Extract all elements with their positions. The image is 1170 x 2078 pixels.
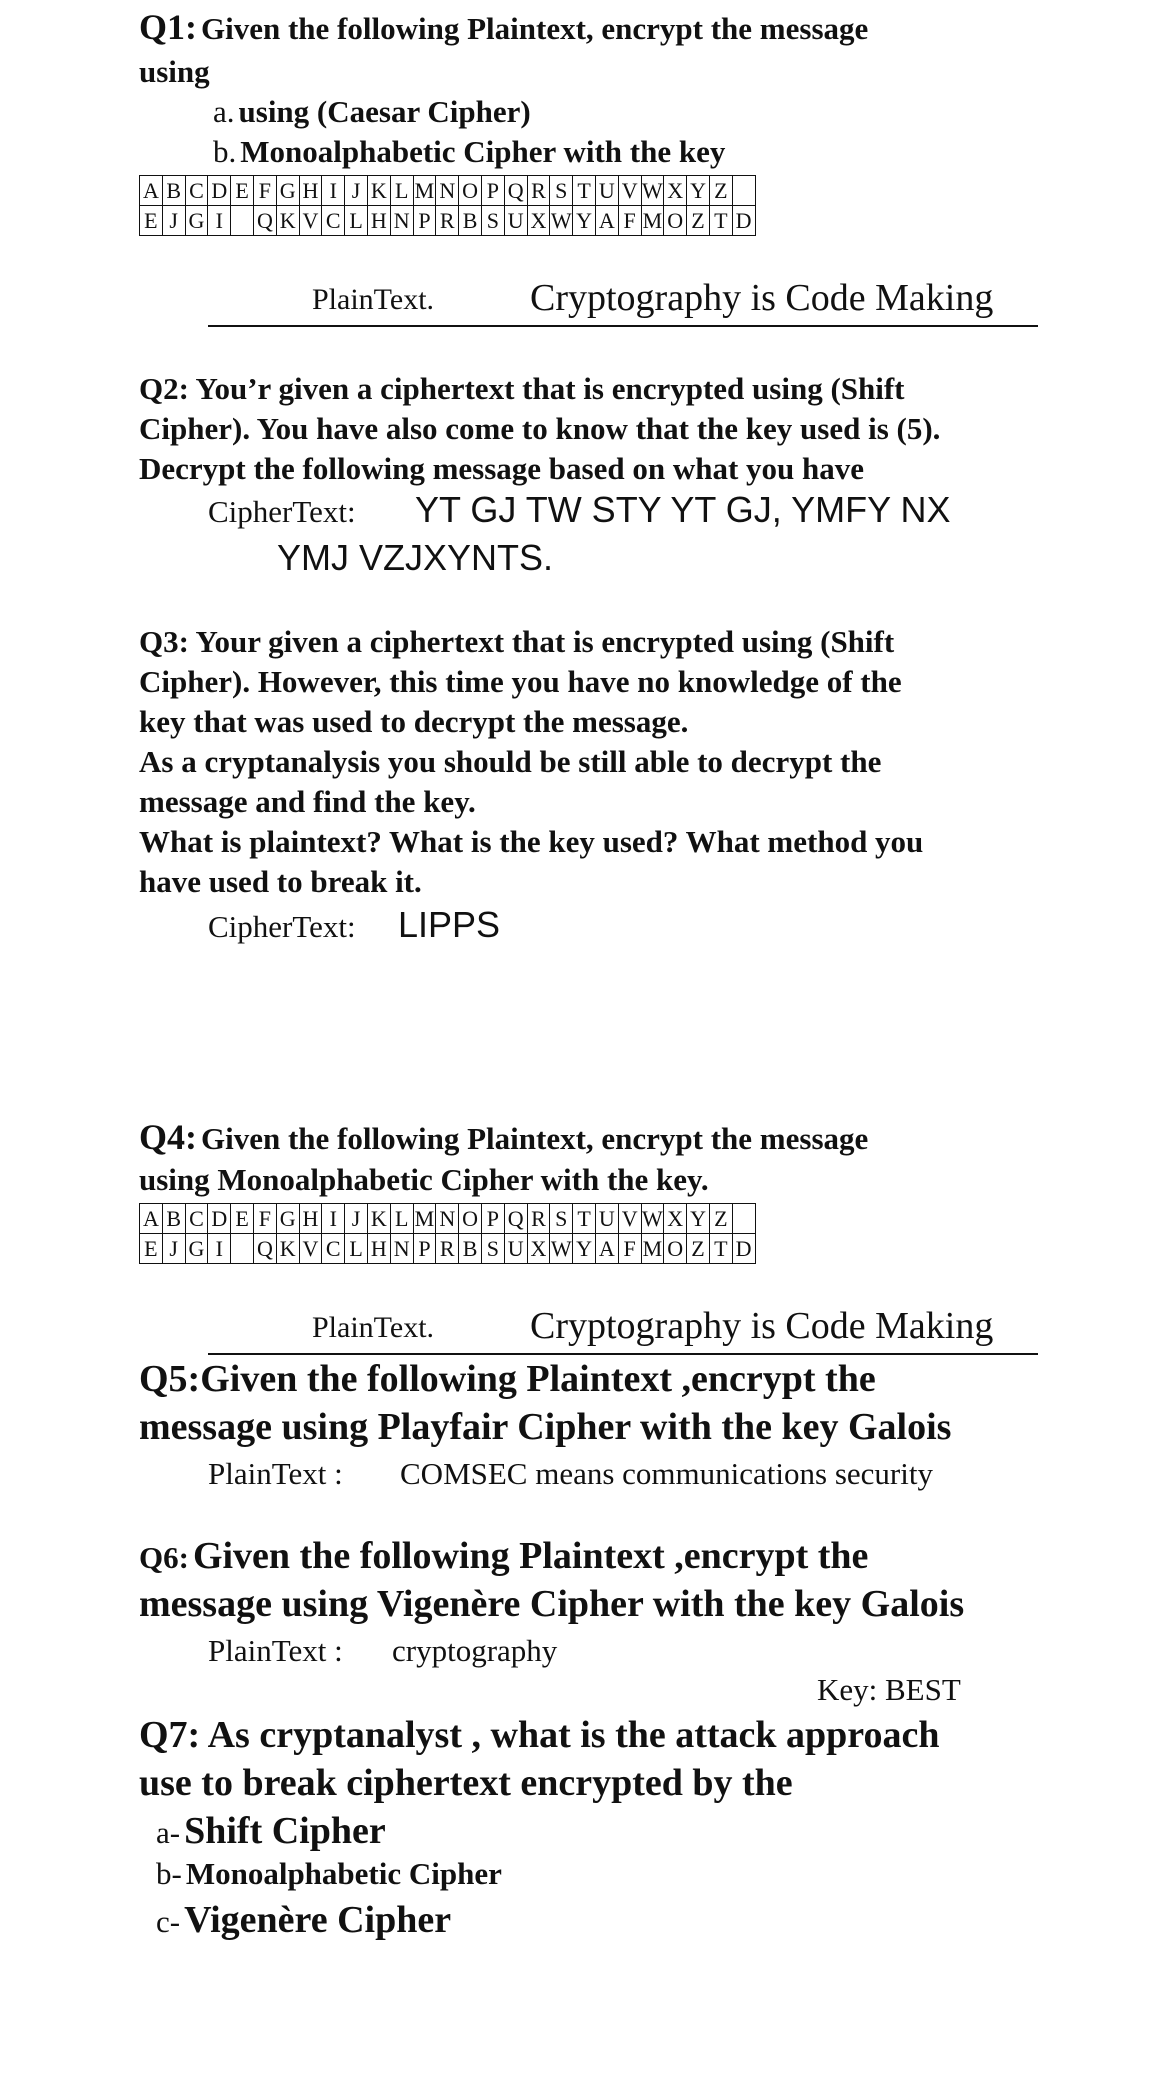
key-cipher-cell: X [527,206,550,236]
q6-line2: message using Vigenère Cipher with the key Galois [139,1583,965,1625]
key-cipher-cell: I [208,1234,231,1264]
q1-item-a [213,94,531,130]
key-plain-cell: W [641,176,664,206]
key-cipher-cell: F [618,206,641,236]
key-cipher-cell: K [276,206,299,236]
key-cipher-cell: B [459,1234,482,1264]
key-plain-cell: F [253,1204,276,1234]
key-plain-cell: A [140,176,163,206]
key-cipher-cell: T [709,206,732,236]
q1-underline [208,325,1038,327]
q5-plaintext-value: COMSEC means communications security [400,1456,933,1491]
key-cipher-cell: S [481,206,504,236]
q4-underline [208,1353,1038,1355]
key-plain-cell: V [618,176,641,206]
key-cipher-cell: H [367,206,390,236]
key-cipher-cell: O [664,206,687,236]
key-plain-cell: E [231,1204,254,1234]
key-cipher-cell: P [413,1234,436,1264]
q3-line1: Q3: Your given a ciphertext that is encrypted using (Shift [139,624,895,659]
q2-ciphertext-line2: YMJ VZJXYNTS. [277,537,554,578]
key-plain-cell: O [459,1204,482,1234]
q6-key-label: Key: BEST [817,1672,961,1707]
key-cipher-cell [231,1234,254,1264]
key-cipher-cell: U [504,206,527,236]
key-plain-cell: B [162,176,185,206]
q4-plaintext-label: PlainText. [312,1311,435,1344]
q3-line2: Cipher). However, this time you have no knowledge of the [139,664,902,699]
q1-item-b-prefix: b. [213,134,237,169]
key-cipher-cell: T [709,1234,732,1264]
key-plain-cell: L [390,1204,413,1234]
q7-item-a-prefix: a- [156,1815,181,1850]
key-cipher-row [140,1234,756,1264]
key-plain-cell: H [299,176,322,206]
q1-number: Q1: [139,7,197,47]
key-plain-cell: S [550,176,573,206]
key-plain-cell: Z [709,1204,732,1234]
q6-number: Q6: [139,1540,189,1575]
q1-text-line1: Given the following Plaintext, encrypt the message [201,11,869,46]
key-plain-cell: J [345,1204,368,1234]
q5-line1: Q5:Given the following Plaintext ,encrypt the [139,1358,876,1400]
q4-number: Q4: [139,1117,197,1157]
key-plain-cell: P [481,176,504,206]
key-cipher-cell: C [322,206,345,236]
key-cipher-cell: F [618,1234,641,1264]
q7-item-b-prefix: b- [156,1856,182,1891]
key-cipher-cell [231,206,254,236]
key-plain-cell [732,1204,755,1234]
key-plain-cell: Y [687,1204,710,1234]
q3-line5: message and find the key. [139,784,476,819]
key-plain-cell: A [140,1204,163,1234]
key-cipher-cell: L [345,1234,368,1264]
key-plain-cell: V [618,1204,641,1234]
key-plain-cell: G [276,1204,299,1234]
q4-text-line2: using Monoalphabetic Cipher with the key. [139,1162,709,1197]
key-plain-cell: M [413,176,436,206]
key-cipher-cell: J [162,1234,185,1264]
q3-line6: What is plaintext? What is the key used? What method you [139,824,924,859]
key-cipher-row [140,206,756,236]
key-plain-cell: G [276,176,299,206]
q1-item-b-text: Monoalphabetic Cipher with the key [240,134,726,169]
key-plain-cell: D [208,1204,231,1234]
q1-plaintext-label: PlainText. [312,283,435,316]
q7-item-b-text: Monoalphabetic Cipher [185,1856,502,1891]
q7-item-a-text: Shift Cipher [184,1810,386,1852]
q3-line3: key that was used to decrypt the message. [139,704,689,739]
key-plain-cell: U [595,176,618,206]
key-cipher-cell: N [390,1234,413,1264]
q1-heading-line1 [139,6,868,48]
key-cipher-cell: B [459,206,482,236]
key-cipher-cell: Y [573,1234,596,1264]
key-plain-cell: Q [504,1204,527,1234]
key-plain-cell: J [345,176,368,206]
q6-plaintext-value: cryptography [392,1633,558,1668]
key-cipher-cell: Y [573,206,596,236]
key-plain-cell: I [322,176,345,206]
key-cipher-cell: R [436,206,459,236]
key-cipher-cell: C [322,1234,345,1264]
key-plain-row [140,176,756,206]
key-plain-cell: T [573,176,596,206]
q7-item-c-text: Vigenère Cipher [184,1899,452,1941]
key-plain-cell: S [550,1204,573,1234]
key-cipher-cell: A [595,206,618,236]
q7-item-b [156,1856,502,1892]
key-cipher-cell: G [185,1234,208,1264]
key-cipher-cell: V [299,206,322,236]
key-plain-cell: F [253,176,276,206]
key-plain-cell: I [322,1204,345,1234]
key-plain-cell: T [573,1204,596,1234]
q1-text-line2: using [139,54,210,89]
q1-key-table [139,175,756,236]
key-plain-cell: R [527,176,550,206]
key-cipher-cell: R [436,1234,459,1264]
key-cipher-cell: E [140,206,163,236]
q5-line2: message using Playfair Cipher with the key Galois [139,1406,952,1448]
key-cipher-cell: V [299,1234,322,1264]
key-cipher-cell: D [732,1234,755,1264]
q2-ciphertext-label: CipherText: [208,494,356,529]
key-cipher-cell: E [140,1234,163,1264]
key-plain-cell: C [185,1204,208,1234]
key-plain-cell: C [185,176,208,206]
q6-line1-text: Given the following Plaintext ,encrypt the [192,1535,869,1577]
q2-line2: Cipher). You have also come to know that the key used is (5). [139,411,941,446]
q7-line2: use to break ciphertext encrypted by the [139,1762,793,1804]
key-cipher-cell: U [504,1234,527,1264]
key-cipher-cell: S [481,1234,504,1264]
q7-item-a [156,1809,386,1853]
key-plain-cell: E [231,176,254,206]
key-cipher-cell: W [550,206,573,236]
q7-line1: Q7: As cryptanalyst , what is the attack approach [139,1714,940,1756]
key-plain-cell: M [413,1204,436,1234]
key-cipher-cell: K [276,1234,299,1264]
q3-ciphertext-value: LIPPS [398,904,501,945]
key-cipher-cell: A [595,1234,618,1264]
key-cipher-cell: W [550,1234,573,1264]
q3-line7: have used to break it. [139,864,422,899]
key-cipher-cell: O [664,1234,687,1264]
key-plain-cell: B [162,1204,185,1234]
key-plain-cell: R [527,1204,550,1234]
key-cipher-cell: H [367,1234,390,1264]
key-plain-cell: Z [709,176,732,206]
key-cipher-cell: L [345,206,368,236]
key-plain-cell: W [641,1204,664,1234]
q3-line4: As a cryptanalysis you should be still able to decrypt the [139,744,882,779]
key-plain-cell: N [436,176,459,206]
key-plain-cell: O [459,176,482,206]
key-cipher-cell: Q [253,1234,276,1264]
q2-line3: Decrypt the following message based on what you have [139,451,865,486]
key-cipher-cell: Z [687,206,710,236]
key-plain-cell: U [595,1204,618,1234]
q4-plaintext-value: Cryptography is Code Making [530,1305,994,1347]
key-cipher-cell: Q [253,206,276,236]
key-plain-cell: N [436,1204,459,1234]
key-cipher-cell: I [208,206,231,236]
q4-key-table [139,1203,756,1264]
key-plain-cell: H [299,1204,322,1234]
q1-item-b [213,134,725,170]
key-cipher-cell: N [390,206,413,236]
key-cipher-cell: G [185,206,208,236]
q4-heading-line1 [139,1116,868,1158]
key-plain-cell: Q [504,176,527,206]
key-plain-cell: K [367,1204,390,1234]
key-cipher-cell: J [162,206,185,236]
key-plain-cell: Y [687,176,710,206]
key-cipher-cell: X [527,1234,550,1264]
q5-plaintext-label: PlainText : [208,1456,343,1491]
key-cipher-cell: M [641,206,664,236]
key-plain-cell: K [367,176,390,206]
q7-item-c-prefix: c- [156,1904,181,1939]
key-plain-cell: L [390,176,413,206]
q1-plaintext-value: Cryptography is Code Making [530,277,994,319]
key-plain-cell: D [208,176,231,206]
q4-text-line1: Given the following Plaintext, encrypt the message [201,1121,869,1156]
key-plain-cell [732,176,755,206]
q6-plaintext-label: PlainText : [208,1633,343,1668]
q7-item-c [156,1898,451,1942]
q1-item-a-prefix: a. [213,94,235,129]
q3-ciphertext-label: CipherText: [208,909,356,944]
key-cipher-cell: P [413,206,436,236]
q2-line1: Q2: You’r given a ciphertext that is encrypted using (Shift [139,371,905,406]
key-cipher-cell: M [641,1234,664,1264]
key-plain-row [140,1204,756,1234]
q1-item-a-text: using (Caesar Cipher) [238,94,531,129]
q2-ciphertext-line1: YT GJ TW STY YT GJ, YMFY NX [415,489,951,530]
key-plain-cell: X [664,1204,687,1234]
key-plain-cell: P [481,1204,504,1234]
key-plain-cell: X [664,176,687,206]
q6-line1 [139,1534,868,1578]
key-cipher-cell: D [732,206,755,236]
key-cipher-cell: Z [687,1234,710,1264]
